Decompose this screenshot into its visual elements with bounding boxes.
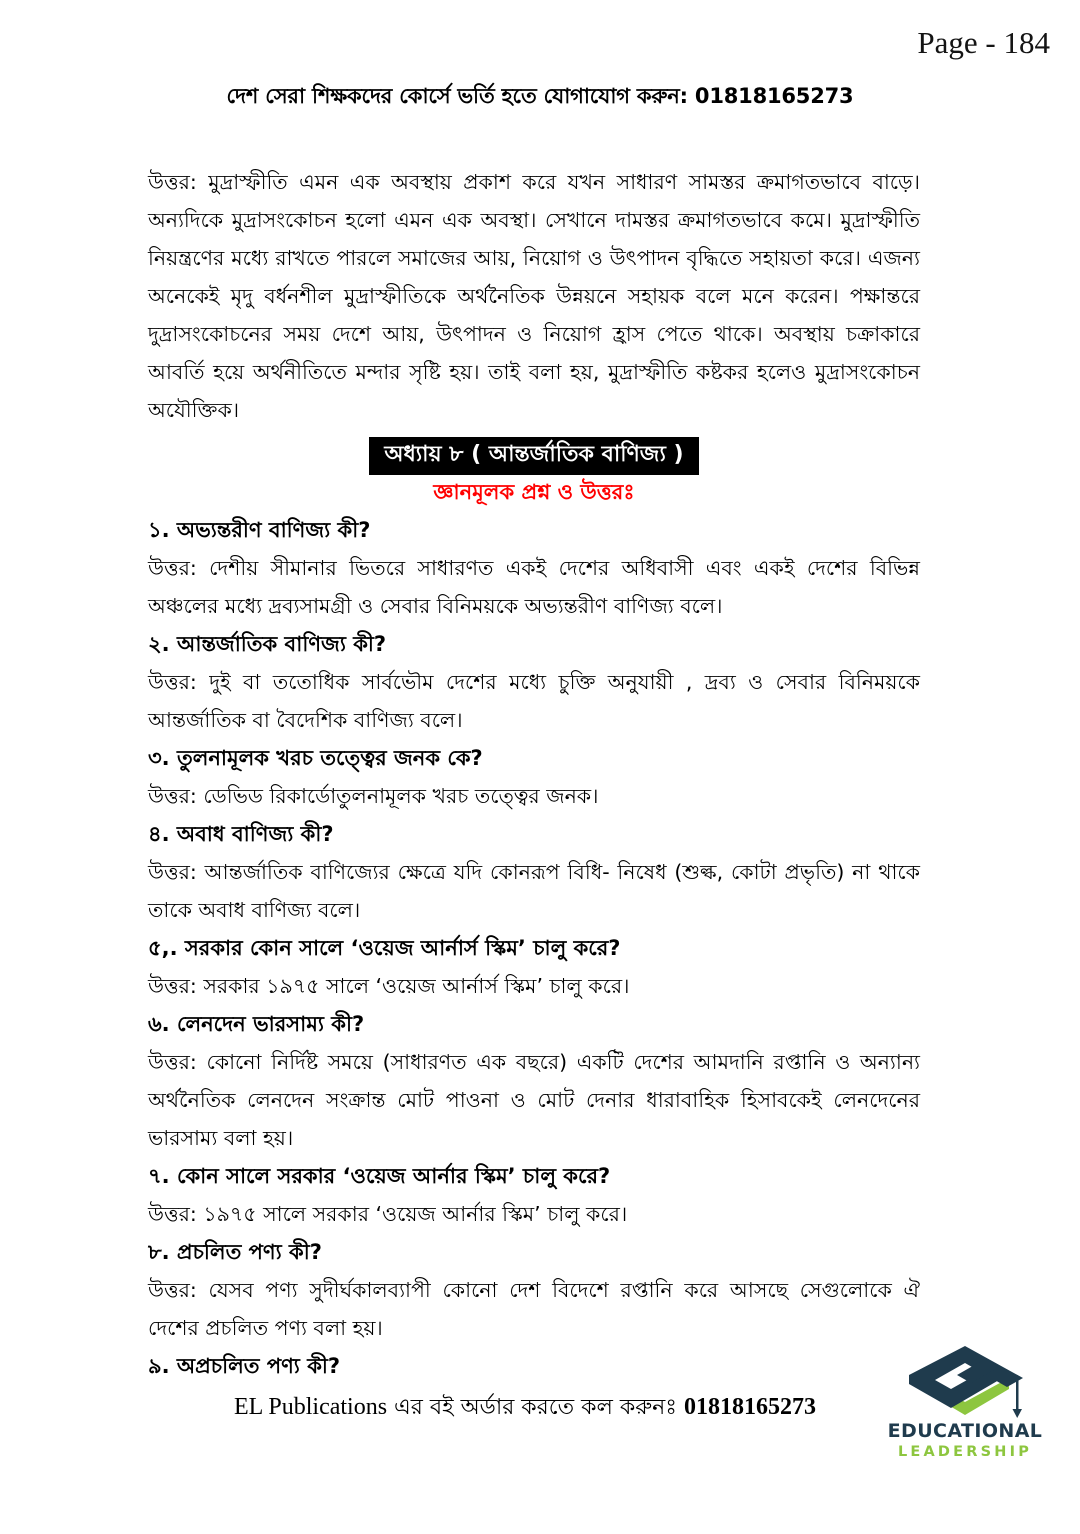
- answer-text: উত্তর: যেসব পণ্য সুদীর্ঘকালব্যাপী কোনো দেশ বিদেশে রপ্তানি করে আসছে সেগুলোকে ঐ দেশের প্রচলিত পণ্য বলা হয়।: [148, 1277, 920, 1340]
- qa-item: [148, 739, 920, 815]
- educational-leadership-logo: [870, 1342, 1060, 1472]
- qa-item: [148, 1005, 920, 1157]
- question-text: ২. আন্তর্জাতিক বাণিজ্য কী?: [148, 631, 387, 656]
- qa-item: [148, 511, 920, 625]
- logo-word-leadership: LEADERSHIP: [897, 1443, 1033, 1460]
- chapter-title: অধ্যায় ৮ ( আন্তর্জাতিক বাণিজ্য ): [369, 437, 698, 475]
- qa-item: [148, 1233, 920, 1347]
- qa-item: [148, 625, 920, 739]
- question-text: ৩. তুলনামূলক খরচ তত্ত্বের জনক কে?: [148, 745, 483, 770]
- publisher-name: EL Publications: [233, 1394, 388, 1420]
- page-footer: [0, 1342, 1080, 1492]
- qa-list: [148, 511, 920, 1385]
- page-number: Page - 184: [917, 25, 1050, 60]
- promo-header-text: দেশ সেরা শিক্ষকদের কোর্সে ভর্তি হতে যোগাযোগ করুন: 01818165273: [226, 84, 854, 108]
- intro-paragraph: উত্তর: মুদ্রাস্ফীতি এমন এক অবস্থায় প্রকাশ করে যখন সাধারণ সামস্তর ক্রমাগতভাবে বাড়ে। অন্যদিকে মুদ্রাসংকোচন হলো এমন এক অবস্থা। সেখানে দামস্তর ক্রমাগতভাবে কমে। মুদ্রাস্ফীতি নিয়ন্ত্রণের মধ্যে রাখতে পারলে সমাজের আয়, নিয়োগ ও উৎপাদন বৃদ্ধিতে সহায়তা করে। এজন্য অনেকেই মৃদু বর্ধনশীল মুদ্রাস্ফীতিকে অর্থনৈতিক উন্নয়নে সহায়ক বলে মনে করেন। পক্ষান্তরে দুদ্রাসংকোচনের সময় দেশে আয়, উৎপাদন ও নিয়োগ হ্রাস পেতে থাকে। অবস্থায় চক্রাকারে আবর্তি হয়ে অর্থনীতিতে মন্দার সৃষ্টি হয়। তাই বলা হয়, মুদ্রাস্ফীতি কষ্টকর হলেও মুদ্রাসংকোচন অযৌক্তিক।: [148, 170, 920, 422]
- answer-text: উত্তর: দুই বা ততোধিক সার্বভৌম দেশের মধ্যে চুক্তি অনুযায়ী , দ্রব্য ও সেবার বিনিময়কে আন্তর্জাতিক বা বৈদেশিক বাণিজ্য বলে।: [148, 669, 920, 732]
- qa-item: [148, 815, 920, 929]
- question-text: ৭. কোন সালে সরকার ‘ওয়েজ আর্নার স্কিম’ চালু করে?: [148, 1163, 611, 1188]
- question-text: ৪. অবাধ বাণিজ্য কী?: [148, 821, 334, 846]
- footer-phone-number: 01818165273: [684, 1394, 817, 1420]
- section-subtitle: জ্ঞানমূলক প্রশ্ন ও উত্তরঃ: [433, 479, 635, 504]
- page-content: [148, 163, 920, 1385]
- answer-text: উত্তর: দেশীয় সীমানার ভিতরে সাধারণত একই দেশের অধিবাসী এবং একই দেশের বিভিন্ন অঞ্চলের মধ্যে দ্রব্যসামগ্রী ও সেবার বিনিময়কে অভ্যন্তরীণ বাণিজ্য বলে।: [148, 555, 920, 618]
- footer-order-text: এর বই অর্ডার করতে কল করুনঃ: [387, 1395, 685, 1420]
- question-text: ৯. অপ্রচলিত পণ্য কী?: [148, 1353, 341, 1378]
- answer-text: উত্তর: আন্তর্জাতিক বাণিজ্যের ক্ষেত্রে যদি কোনরূপ বিধি- নিষেধ (শুল্ক, কোটা প্রভৃতি) না থাকে তাকে অবাধ বাণিজ্য বলে।: [148, 859, 920, 922]
- chapter-banner: [148, 437, 920, 475]
- question-text: ৮. প্রচলিত পণ্য কী?: [148, 1239, 322, 1264]
- question-text: ১. অভ্যন্তরীণ বাণিজ্য কী?: [148, 517, 371, 542]
- qa-item: [148, 929, 920, 1005]
- answer-text: উত্তর: সরকার ১৯৭৫ সালে ‘ওয়েজ আর্নার্স স্কিম’ চালু করে।: [148, 973, 630, 998]
- answer-text: উত্তর: ডেভিড রিকার্ডোতুলনামূলক খরচ তত্ত্বের জনক।: [148, 783, 599, 808]
- question-text: ৬. লেনদেন ভারসাম্য কী?: [148, 1011, 365, 1036]
- qa-item: [148, 1157, 920, 1233]
- answer-text: উত্তর: ১৯৭৫ সালে সরকার ‘ওয়েজ আর্নার স্কিম’ চালু করে।: [148, 1201, 628, 1226]
- graduation-cap-logo-icon: [895, 1342, 1035, 1420]
- logo-word-educational: EDUCATIONAL: [887, 1420, 1043, 1442]
- question-text: ৫,. সরকার কোন সালে ‘ওয়েজ আর্নার্স স্কিম’ চালু করে?: [148, 935, 621, 960]
- answer-text: উত্তর: কোনো নির্দিষ্ট সময়ে (সাধারণত এক বছরে) একটি দেশের আমদানি রপ্তানি ও অন্যান্য অর্থনৈতিক লেনদেন সংক্রান্ত মোট পাওনা ও মোট দেনার ধারাবাহিক হিসাবকেই লেনদেনের ভারসাম্য বলা হয়।: [148, 1049, 920, 1150]
